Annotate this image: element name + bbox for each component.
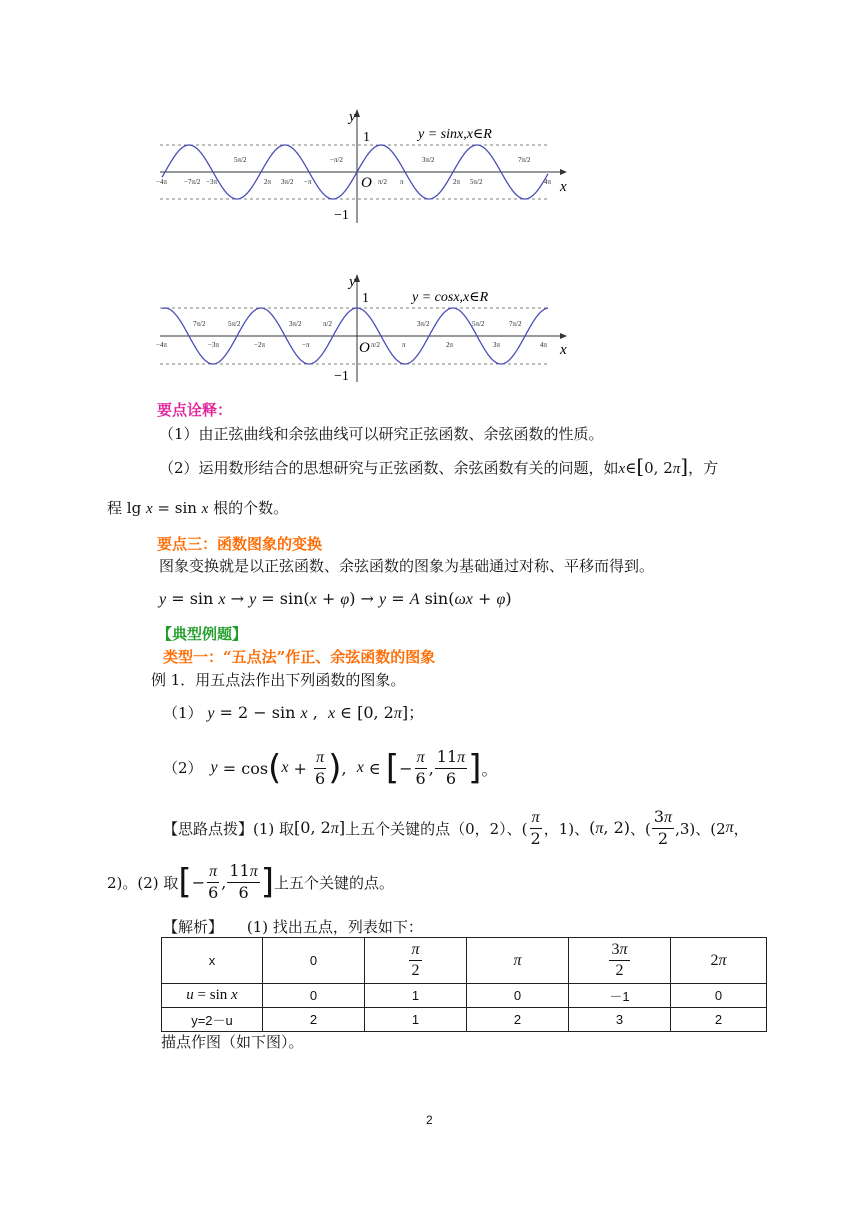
table-cell: 1 [365, 984, 467, 1008]
cos-tick: −π [302, 341, 310, 349]
hint-text-a: (1) 取 [253, 819, 295, 838]
sine-origin: O [361, 175, 372, 191]
examples-heading: 【典型例题】 [157, 625, 248, 643]
table-cell: 2 [671, 1008, 767, 1032]
note-2-line2-pre: 程 [107, 499, 123, 517]
sine-tick: 7π/2 [518, 156, 531, 164]
example1-text: 例 1．用五点法作出下列函数的图象。 [151, 671, 406, 689]
note-2 [159, 456, 718, 479]
hint-pi: π [725, 819, 734, 836]
page-number: 2 [426, 1113, 433, 1127]
item-2-formula: y = cos ( x + $\frac{\pi}{6}$ ) , x ∈ [ − $\frac{\pi}{6}$ , $\frac{11\pi}{6}$ ] 。 [210, 747, 498, 788]
sine-one-label: 1 [363, 130, 370, 145]
hint-line2-b: 上五个关键的点。 [274, 873, 395, 892]
table-cell [569, 938, 671, 984]
hint-point-pi: (π, 2) [589, 818, 630, 837]
values-table [161, 937, 767, 1032]
item-1-label: （1） [163, 704, 203, 722]
table-cell: 2 [263, 1008, 365, 1032]
cos-tick: −3π [208, 341, 219, 349]
table-frac-pi2: $\frac{\pi}{2}$ [411, 941, 420, 979]
note-1: （1）由正弦曲线和余弦曲线可以研究正弦函数、余弦函数的性质。 [159, 425, 604, 443]
cos-tick: 5π/2 [228, 320, 241, 328]
item-1-formula: y = 2 − sin x , x ∈ [0, 2π]； [207, 703, 425, 722]
sine-tick: 2π [264, 178, 272, 186]
cos-tick: π [402, 341, 406, 349]
hint-interval: [0, 2π] [294, 818, 346, 837]
example-item-1 [163, 703, 424, 724]
cos-tick: 7π/2 [193, 320, 206, 328]
sine-equation: y = sinx,x∈R [418, 127, 492, 142]
note-2-text: （2）运用数形结合的思想研究与正弦函数、余弦函数有关的问题，如 [159, 459, 619, 477]
cos-tick: 7π/2 [509, 320, 522, 328]
hint-text-f: ， [733, 819, 749, 838]
sine-tick: −4π [156, 178, 167, 186]
sine-tick: 3π/2 [281, 178, 294, 186]
hint-line-2 [107, 856, 394, 908]
cos-tick: 3π [493, 341, 501, 349]
note-2-formula: x [618, 461, 626, 477]
note-2-interval-body: 0, 2π [644, 459, 681, 477]
item-2-label: （2） [163, 759, 203, 777]
sine-tick: −3π [206, 178, 217, 186]
cos-equation: y = cosx,x∈R [412, 290, 489, 305]
table-cell: 3 [569, 1008, 671, 1032]
cos-tick: 4π [540, 341, 548, 349]
table-row-label: y=2－u [162, 1008, 263, 1032]
table-cell: 2 [467, 1008, 569, 1032]
cos-tick: 5π/2 [472, 320, 485, 328]
table-cell: 0 [263, 938, 365, 984]
cos-neg-one-label: −1 [334, 369, 349, 384]
sine-tick: π [400, 178, 404, 186]
note-2-equation: lg x = sin x [126, 499, 209, 517]
table-cell: 0 [263, 984, 365, 1008]
cos-tick: 3π/2 [417, 320, 430, 328]
analysis-label: 【解析】 [163, 918, 224, 936]
analysis-line [163, 917, 423, 937]
hint-label: 【思路点拨】 [163, 819, 254, 838]
after-table-text: 描点作图（如下图）。 [161, 1033, 304, 1051]
sine-tick: −7π/2 [184, 178, 201, 186]
cosine-graph [150, 270, 590, 390]
cos-tick: π/2 [323, 320, 332, 328]
note-2-line2-post: 根的个数。 [213, 499, 289, 517]
cos-ticks [156, 320, 548, 349]
table-cell: 0 [467, 984, 569, 1008]
cos-x-label: x [560, 342, 567, 358]
sine-y-label: y [349, 109, 356, 125]
example-item-2 [163, 740, 497, 796]
note-2-interval: [ [636, 454, 645, 478]
hint-line2-a: 2)。(2) 取 [107, 873, 179, 892]
sine-tick: −π/2 [330, 156, 343, 164]
hint-text-b: 上五个关键的点（0，2）、( [345, 819, 528, 838]
hint-text-e: ,3)、(2 [675, 819, 726, 838]
table-row-label: u = sin x [162, 984, 263, 1008]
table-frac-3pi2: $\frac{3\pi}{2}$ [611, 941, 628, 979]
sine-tick: 2π [453, 178, 461, 186]
sine-neg-one-label: −1 [334, 208, 349, 223]
cos-y-label: y [349, 274, 356, 290]
section3-text: 图象变换就是以正弦函数、余弦函数的图象为基础通过对称、平移而得到。 [159, 557, 655, 575]
analysis-text: (1) 找出五点，列表如下： [246, 918, 423, 936]
cos-one-label: 1 [362, 291, 369, 306]
hint-text-c: ，1)、 [543, 819, 590, 838]
type1-heading: 类型一：“五点法”作正、余弦函数的图象 [163, 648, 436, 666]
sine-graph [150, 105, 590, 230]
section3-heading: 要点三：函数图象的变换 [157, 535, 323, 553]
cos-tick: 2π [446, 341, 454, 349]
sine-tick: 4π [544, 178, 552, 186]
table-row [162, 1008, 767, 1032]
note-2-in: ∈ [625, 459, 637, 477]
hint-line-1 [163, 804, 749, 852]
cos-tick: 3π/2 [289, 320, 302, 328]
note-2-interval-close: ] [680, 454, 689, 478]
transform-formula: y = sin x → y = sin(x + φ) → y = A sin(ωx + φ) [159, 589, 512, 608]
notes-heading: 要点诠释： [157, 401, 233, 419]
cos-tick: π/2 [371, 341, 380, 349]
table-cell: x [162, 938, 263, 984]
sine-tick: 5π/2 [470, 178, 483, 186]
hint-frac-3pi2: $\frac{3\pi}{2}$ [653, 807, 673, 848]
cos-x-arrow [560, 333, 567, 339]
cos-origin: O [359, 340, 370, 356]
sine-x-label: x [560, 179, 567, 195]
hint-line2-interval: [ − $\frac{\pi}{6}$ , $\frac{11\pi}{6}$ ] [178, 861, 275, 902]
hint-text-d: 、( [630, 819, 651, 838]
sine-x-arrow [560, 169, 567, 175]
sine-tick: 3π/2 [422, 156, 435, 164]
hint-frac-pi2: $\frac{\pi}{2}$ [530, 808, 541, 848]
sine-ticks [156, 156, 552, 186]
sine-tick: π/2 [378, 178, 387, 186]
table-cell: 2π [671, 938, 767, 984]
table-row [162, 984, 767, 1008]
table-header-row [162, 938, 767, 984]
table-cell: π [467, 938, 569, 984]
table-cell: －1 [569, 984, 671, 1008]
cos-tick: −4π [156, 341, 167, 349]
sine-tick: −π [304, 178, 312, 186]
table-cell [365, 938, 467, 984]
note-2-line2 [107, 498, 288, 519]
cos-tick: −2π [254, 341, 265, 349]
note-2-tail: ，方 [688, 459, 719, 477]
sine-tick: 5π/2 [234, 156, 247, 164]
table-cell: 1 [365, 1008, 467, 1032]
table-cell: 0 [671, 984, 767, 1008]
